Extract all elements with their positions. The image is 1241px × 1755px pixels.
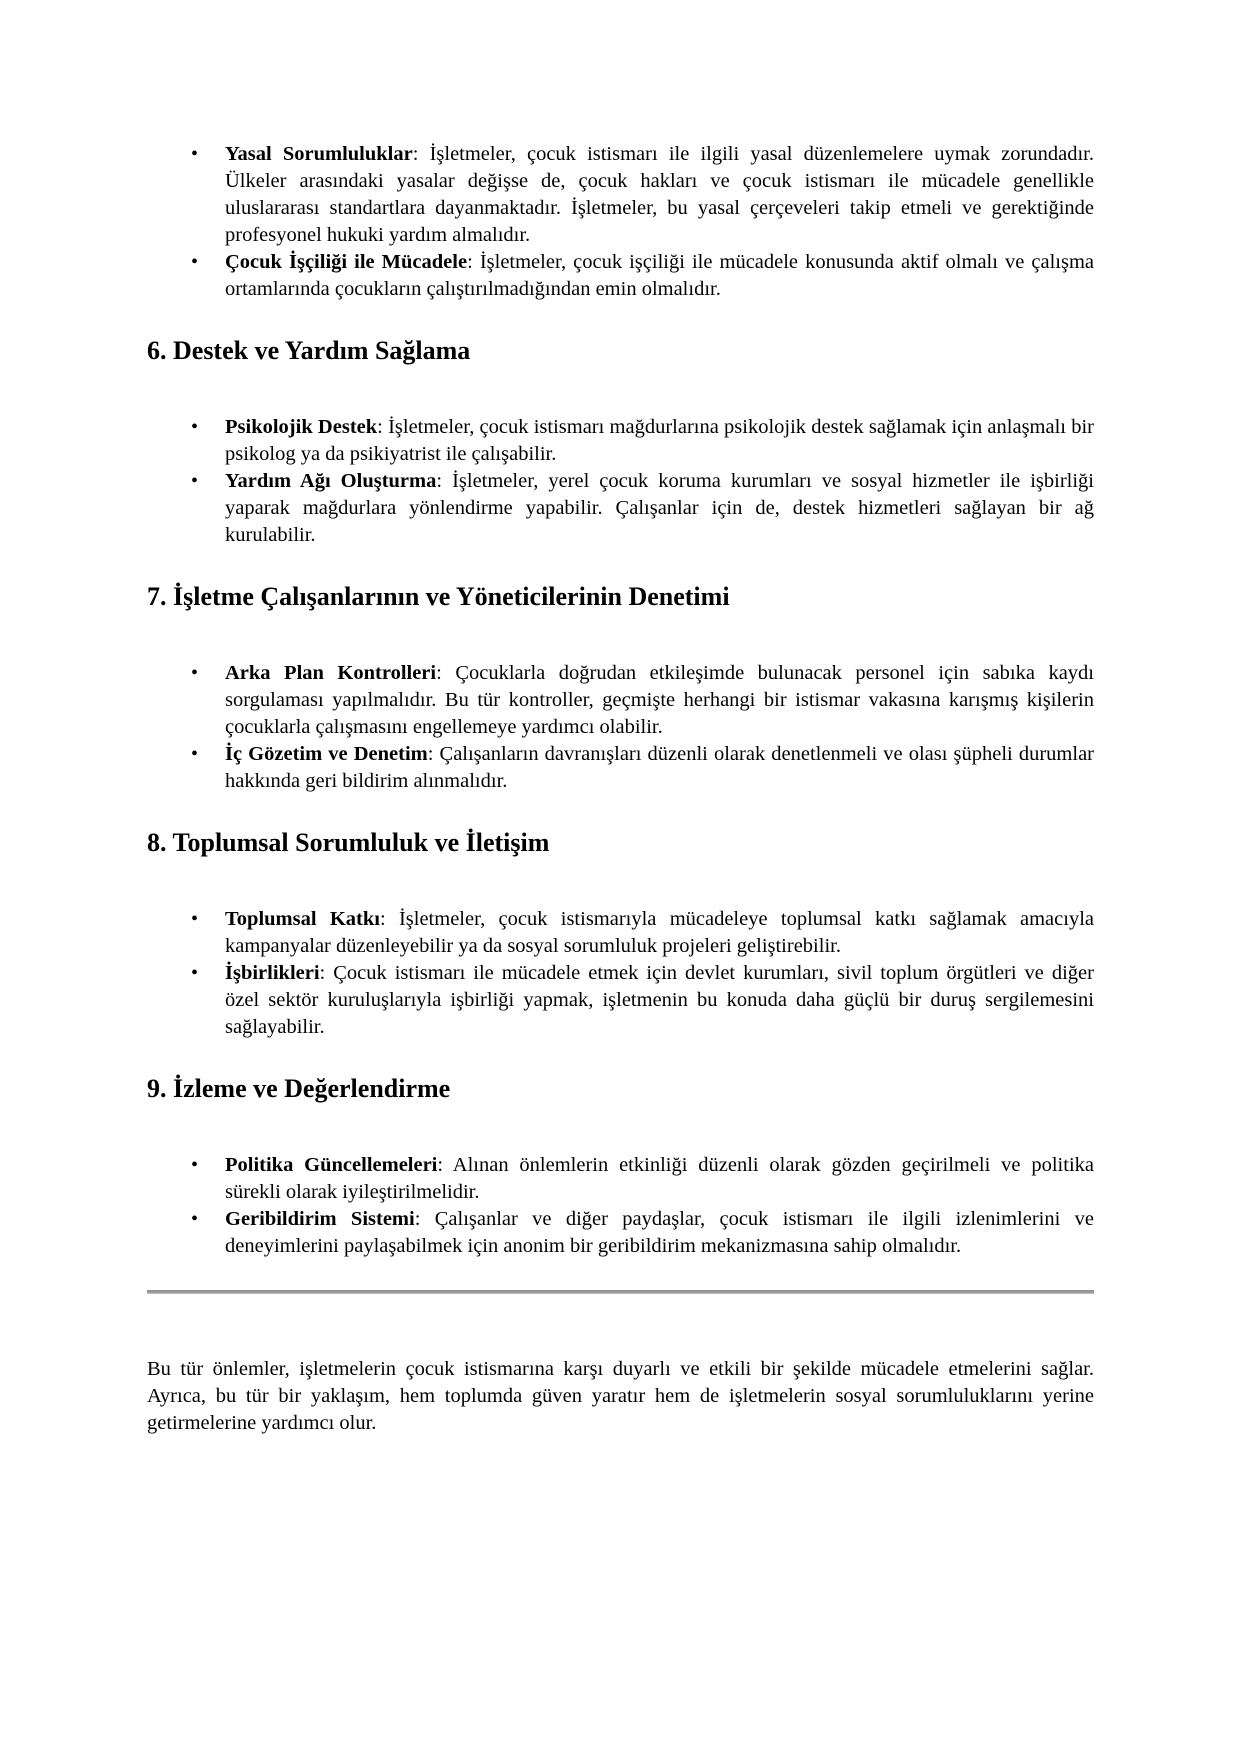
bullet-text: Çalışanlar ve diğer paydaşlar, çocuk istismarı ile ilgili izlenimlerini ve deneyimlerini paylaşabilmek için anonim bir geribildirim mekanizmasına sahip olmalıdır.: [225, 1208, 1094, 1257]
section-7-bullet-list: [147, 660, 1094, 795]
section-6-bullet-list: [147, 414, 1094, 549]
term-separator: :: [414, 1208, 435, 1230]
bullet-term: İşbirlikleri: [225, 962, 320, 984]
bullet-term: Politika Güncellemeleri: [225, 1154, 438, 1176]
bullet-text: İşletmeler, çocuk işçiliği ile mücadele konusunda aktif olmalı ve çalışma ortamlarında çocukların çalıştırılmadığından emin olmalıdır.: [225, 251, 1094, 300]
term-separator: :: [436, 662, 456, 684]
horizontal-divider: [147, 1290, 1094, 1294]
list-item-politika-guncellemeleri: [147, 1152, 1094, 1206]
list-item-arka-plan-kontrolleri: [147, 660, 1094, 741]
term-separator: :: [379, 908, 399, 930]
list-item-yasal-sorumluluklar: [147, 141, 1094, 249]
intro-bullet-list: [147, 141, 1094, 303]
bullet-text: Çocuklarla doğrudan etkileşimde bulunacak personel için sabıka kaydı sorgulaması yapılmalıdır. Bu tür kontroller, geçmişte herhangi bir istismar vakasına karışmış kişilerin çocuklarla çalışmasını engellemeye yardımcı olabilir.: [225, 662, 1094, 738]
bullet-term: Psikolojik Destek: [225, 416, 378, 438]
bullet-text: İşletmeler, çocuk istismarı ile ilgili yasal düzenlemelere uymak zorundadır. Ülkeler arasındaki yasalar değişse de, çocuk hakları ve çocuk istismarı ile mücadele genellikle uluslararası standartlara dayanmaktadır. İşletmeler, bu yasal çerçeveleri takip etmeli ve gerektiğinde profesyonel hukuki yardım almalıdır.: [225, 143, 1094, 246]
list-item-psikolojik-destek: [147, 414, 1094, 468]
term-separator: :: [437, 1154, 453, 1176]
bullet-term: Yardım Ağı Oluşturma: [225, 470, 437, 492]
bullet-term: Yasal Sorumluluklar: [225, 143, 413, 165]
term-separator: :: [467, 251, 480, 273]
section-9-bullet-list: [147, 1152, 1094, 1260]
bullet-text: Alınan önlemlerin etkinliği düzenli olarak gözden geçirilmeli ve politika sürekli olarak iyileştirilmelidir.: [225, 1154, 1094, 1203]
list-item-ic-gozetim: [147, 741, 1094, 795]
list-item-geribildirim-sistemi: [147, 1206, 1094, 1260]
term-separator: :: [377, 416, 389, 438]
bullet-term: Çocuk İşçiliği ile Mücadele: [225, 251, 468, 273]
section-heading-7: 7. İşletme Çalışanlarının ve Yöneticilerinin Denetimi: [147, 582, 730, 611]
term-separator: :: [436, 470, 453, 492]
section-heading-9: 9. İzleme ve Değerlendirme: [147, 1074, 451, 1103]
bullet-term: İç Gözetim ve Denetim: [225, 743, 428, 765]
bullet-text: İşletmeler, çocuk istismarıyla mücadeleye toplumsal katkı sağlamak amacıyla kampanyalar düzenleyebilir ya da sosyal sorumluluk projeleri geliştirebilir.: [225, 908, 1094, 957]
section-heading-6: 6. Destek ve Yardım Sağlama: [147, 336, 471, 365]
bullet-text: İşletmeler, yerel çocuk koruma kurumları ve sosyal hizmetler ile işbirliği yaparak mağdurlara yönlendirme yapabilir. Çalışanlar için de, destek hizmetleri sağlayan bir ağ kurulabilir.: [225, 470, 1094, 546]
section-heading-8: 8. Toplumsal Sorumluluk ve İletişim: [147, 828, 550, 857]
bullet-term: Toplumsal Katkı: [225, 908, 380, 930]
bullet-term: Arka Plan Kontrolleri: [225, 662, 437, 684]
bullet-text: Çalışanların davranışları düzenli olarak denetlenmeli ve olası şüpheli durumlar hakkında geri bildirim alınmalıdır.: [225, 743, 1094, 792]
section-8-bullet-list: [147, 906, 1094, 1041]
list-item-isbirlikleri: [147, 960, 1094, 1041]
term-separator: :: [427, 743, 440, 765]
term-separator: :: [412, 143, 430, 165]
closing-paragraph: Bu tür önlemler, işletmelerin çocuk istismarına karşı duyarlı ve etkili bir şekilde mücadele etmelerini sağlar. Ayrıca, bu tür bir yaklaşım, hem toplumda güven yaratır hem de işletmelerin sosyal sorumluluklarını yerine getirmelerine yardımcı olur.: [147, 1358, 1094, 1434]
list-item-yardim-agi: [147, 468, 1094, 549]
bullet-term: Geribildirim Sistemi: [225, 1208, 415, 1230]
list-item-toplumsal-katki: [147, 906, 1094, 960]
bullet-text: İşletmeler, çocuk istismarı mağdurlarına psikolojik destek sağlamak için anlaşmalı bir psikolog ya da psikiyatrist ile çalışabilir.: [225, 416, 1094, 465]
term-separator: :: [319, 962, 334, 984]
list-item-cocuk-isciligi: [147, 249, 1094, 303]
bullet-text: Çocuk istismarı ile mücadele etmek için devlet kurumları, sivil toplum örgütleri ve diğer özel sektör kuruluşlarıyla işbirliği yapmak, işletmenin bu konuda daha güçlü bir duruş sergilemesini sağlayabilir.: [225, 962, 1094, 1038]
